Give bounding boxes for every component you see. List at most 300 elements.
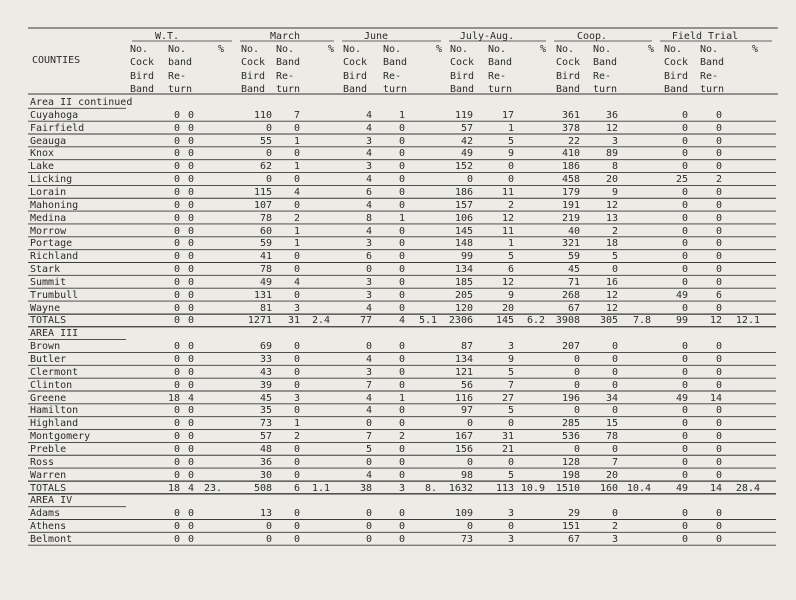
table-cell: 536 (561, 431, 580, 443)
section-heading: AREA III (30, 328, 79, 340)
column-subheader: No. (488, 44, 507, 55)
table-cell: 2 (293, 212, 300, 224)
table-cell: 5 (365, 443, 372, 455)
table-cell: 0 (398, 469, 405, 481)
table-cell: 0 (265, 533, 272, 545)
table-cell: 7 (507, 379, 514, 391)
table-cell: 0 (173, 533, 180, 545)
table-cell: 0 (398, 418, 405, 430)
table-cell: 3 (611, 135, 618, 147)
table-cell: 71 (567, 276, 580, 288)
table-cell: 49 (460, 148, 473, 160)
table-cell: 12 (605, 199, 618, 211)
column-subheader: Band (241, 83, 266, 95)
table-cell: 0 (398, 508, 405, 520)
county-name: Belmont (30, 533, 73, 545)
table-cell: 3 (507, 341, 514, 353)
table-cell: 0 (187, 508, 194, 520)
totals-cell: 38 (359, 482, 372, 494)
table-cell: 49 (259, 276, 272, 288)
table-cell: 134 (454, 354, 473, 365)
table-cell: 7 (611, 456, 618, 468)
table-cell: 3 (365, 366, 372, 378)
section-heading: Area II continued (30, 97, 133, 108)
table-cell: 0 (173, 212, 180, 224)
table-cell: 1 (293, 135, 300, 147)
county-name: Knox (30, 148, 55, 160)
table-cell: 5 (507, 405, 514, 417)
table-cell: 0 (715, 212, 722, 224)
table-cell: 1 (398, 212, 405, 224)
table-cell: 5 (507, 135, 514, 147)
county-name: Medina (30, 212, 67, 224)
table-cell: 0 (173, 289, 180, 301)
totals-cell: 12.1 (735, 315, 760, 327)
table-cell: 198 (561, 469, 580, 481)
table-cell: 152 (454, 161, 473, 173)
column-subheader: % (218, 44, 225, 55)
table-cell: 0 (681, 508, 688, 520)
table-cell: 0 (715, 109, 722, 121)
table-cell: 0 (398, 122, 405, 134)
table-cell: 1 (398, 109, 405, 121)
table-cell: 1 (293, 161, 300, 173)
county-name: Licking (30, 174, 73, 186)
table-cell: 0 (187, 225, 194, 237)
table-cell: 0 (173, 469, 180, 481)
table-cell: 5 (507, 366, 514, 378)
table-cell: 0 (398, 443, 405, 455)
table-cell: 0 (293, 469, 300, 481)
table-cell: 0 (715, 354, 722, 365)
totals-cell: 99 (675, 315, 688, 327)
table-cell: 7 (365, 379, 372, 391)
table-cell: 0 (265, 174, 272, 186)
table-cell: 134 (454, 264, 473, 276)
table-cell: 13 (605, 212, 618, 224)
table-cell: 3 (365, 238, 372, 250)
table-cell: 0 (681, 225, 688, 237)
table-cell: 13 (259, 508, 272, 520)
table-cell: 0 (173, 122, 180, 134)
table-cell: 42 (460, 135, 473, 147)
table-cell: 9 (507, 148, 514, 160)
table-cell: 0 (681, 533, 688, 545)
table-cell: 7 (365, 431, 372, 443)
table-cell: 0 (173, 161, 180, 173)
table-cell: 0 (187, 431, 194, 443)
table-cell: 0 (611, 264, 618, 276)
table-cell: 0 (507, 456, 514, 468)
table-cell: 0 (398, 366, 405, 378)
table-cell: 0 (681, 148, 688, 160)
table-cell: 0 (173, 456, 180, 468)
table-cell: 321 (561, 238, 580, 250)
table-cell: 0 (398, 521, 405, 533)
column-subheader: No. (343, 44, 362, 55)
table-cell: 0 (187, 366, 194, 378)
table-cell: 207 (561, 341, 580, 353)
column-subheader: % (752, 44, 759, 55)
totals-cell: 18 (167, 482, 180, 494)
table-cell: 69 (259, 341, 272, 353)
column-subheader: Band (343, 83, 368, 95)
table-cell: 0 (187, 264, 194, 276)
county-name: Portage (30, 238, 73, 250)
table-cell: 12 (605, 122, 618, 134)
table-cell: 0 (187, 354, 194, 365)
table-cell: 33 (259, 354, 272, 365)
table-cell: 151 (561, 521, 580, 533)
column-subheader: Band (450, 83, 475, 95)
table-cell: 107 (253, 199, 272, 211)
table-cell: 3 (293, 392, 300, 404)
column-subheader: Cock (343, 57, 368, 69)
table-cell: 20 (605, 469, 618, 481)
table-cell: 0 (466, 174, 473, 186)
totals-cell: 28.4 (735, 482, 760, 494)
table-cell: 0 (293, 199, 300, 211)
table-cell: 97 (460, 405, 473, 417)
county-name: Highland (30, 418, 79, 430)
county-name: Montgomery (30, 431, 91, 443)
column-subheader: Re- (700, 70, 719, 82)
table-cell: 0 (715, 366, 722, 378)
table-cell: 0 (681, 521, 688, 533)
table-cell: 157 (454, 199, 473, 211)
table-cell: 39 (259, 379, 272, 391)
table-cell: 0 (611, 354, 618, 365)
county-name: Stark (30, 264, 61, 276)
table-cell: 0 (466, 521, 473, 533)
table-cell: 0 (398, 148, 405, 160)
table-cell: 0 (681, 251, 688, 263)
table-cell: 4 (365, 122, 372, 134)
table-cell: 5 (507, 251, 514, 263)
table-cell: 0 (715, 379, 722, 391)
table-cell: 5 (507, 469, 514, 481)
table-cell: 0 (715, 341, 722, 353)
table-cell: 73 (460, 533, 473, 545)
table-cell: 15 (605, 418, 618, 430)
table-cell: 4 (365, 302, 372, 314)
column-subheader: No. (593, 44, 612, 55)
table-cell: 0 (173, 135, 180, 147)
table-cell: 2 (715, 174, 722, 186)
table-cell: 0 (611, 508, 618, 520)
table-cell: 0 (293, 264, 300, 276)
totals-cell: 49 (675, 482, 688, 494)
table-cell: 0 (173, 354, 180, 365)
table-cell: 0 (293, 148, 300, 160)
table-cell: 30 (259, 469, 272, 481)
table-cell: 2 (293, 431, 300, 443)
county-name: Greene (30, 392, 67, 404)
county-name: Athens (30, 521, 67, 533)
table-cell: 6 (365, 251, 372, 263)
column-subheader: % (328, 44, 335, 55)
table-cell: 7 (293, 109, 300, 121)
table-cell: 0 (293, 456, 300, 468)
table-cell: 0 (398, 456, 405, 468)
table-cell: 0 (187, 135, 194, 147)
table-cell: 36 (605, 109, 618, 121)
table-cell: 0 (293, 289, 300, 301)
table-cell: 18 (605, 238, 618, 250)
column-group-label: July-Aug. (459, 31, 515, 42)
county-name: Wayne (30, 302, 61, 314)
table-cell: 0 (293, 174, 300, 186)
table-cell: 0 (611, 379, 618, 391)
table-cell: 0 (173, 443, 180, 455)
table-cell: 0 (715, 122, 722, 134)
column-subheader: Re- (593, 70, 612, 82)
table-cell: 1 (398, 392, 405, 404)
column-subheader: Bird (130, 70, 155, 82)
table-cell: 0 (187, 174, 194, 186)
column-subheader: turn (168, 83, 193, 95)
table-cell: 0 (173, 366, 180, 378)
column-subheader: band (168, 57, 193, 69)
table-cell: 89 (605, 148, 618, 160)
table-cell: 109 (454, 508, 473, 520)
table-cell: 0 (187, 418, 194, 430)
table-cell: 0 (187, 341, 194, 353)
totals-cell: 305 (599, 315, 618, 327)
table-cell: 0 (187, 122, 194, 134)
county-name: Lake (30, 161, 55, 173)
table-cell: 0 (293, 341, 300, 353)
table-cell: 0 (573, 354, 580, 365)
table-cell: 268 (561, 289, 580, 301)
table-cell: 0 (365, 341, 372, 353)
table-cell: 0 (681, 302, 688, 314)
county-name: Clinton (30, 379, 73, 391)
column-subheader: turn (276, 83, 301, 95)
table-cell: 0 (187, 443, 194, 455)
table-cell: 0 (187, 405, 194, 417)
table-cell: 31 (501, 431, 514, 443)
table-cell: 116 (454, 392, 473, 404)
table-cell: 4 (365, 109, 372, 121)
table-cell: 0 (715, 533, 722, 545)
totals-cell: 8. (424, 482, 437, 494)
table-cell: 12 (501, 276, 514, 288)
table-cell: 0 (173, 508, 180, 520)
table-cell: 0 (611, 366, 618, 378)
table-cell: 0 (365, 508, 372, 520)
county-name: Warren (30, 469, 67, 481)
table-cell: 2 (611, 225, 618, 237)
table-cell: 29 (567, 508, 580, 520)
table-cell: 11 (501, 225, 514, 237)
table-cell: 0 (573, 405, 580, 417)
table-cell: 9 (611, 186, 618, 198)
column-subheader: Bird (664, 70, 689, 82)
table-cell: 0 (681, 276, 688, 288)
totals-label: TOTALS (30, 315, 67, 327)
totals-cell: 145 (495, 315, 514, 327)
table-cell: 73 (259, 418, 272, 430)
column-subheader: Cock (130, 57, 155, 69)
table-cell: 4 (365, 225, 372, 237)
table-cell: 0 (173, 431, 180, 443)
table-cell: 35 (259, 405, 272, 417)
column-group-label: W.T. (154, 31, 180, 42)
totals-cell: 1510 (555, 482, 580, 494)
table-cell: 0 (293, 443, 300, 455)
table-cell: 186 (454, 186, 473, 198)
county-name: Clermont (30, 366, 79, 378)
table-cell: 12 (501, 212, 514, 224)
table-cell: 0 (398, 302, 405, 314)
table-cell: 0 (715, 264, 722, 276)
table-cell: 0 (187, 289, 194, 301)
table-cell: 0 (715, 251, 722, 263)
table-cell: 0 (715, 135, 722, 147)
table-cell: 0 (715, 431, 722, 443)
table-cell: 0 (681, 379, 688, 391)
table-cell: 0 (715, 405, 722, 417)
table-cell: 0 (187, 521, 194, 533)
table-cell: 186 (561, 161, 580, 173)
table-cell: 0 (398, 354, 405, 365)
table-cell: 205 (454, 289, 473, 301)
table-cell: 2 (398, 431, 405, 443)
column-subheader: Bird (343, 70, 368, 82)
table-cell: 0 (173, 521, 180, 533)
table-cell: 1 (507, 238, 514, 250)
table-cell: 0 (398, 533, 405, 545)
totals-cell: 10.9 (520, 482, 545, 494)
table-cell: 3 (365, 276, 372, 288)
table-cell: 8 (365, 212, 372, 224)
table-cell: 36 (259, 456, 272, 468)
table-cell: 3 (507, 508, 514, 520)
column-subheader: Cock (241, 57, 266, 69)
column-subheader: Band (556, 83, 581, 95)
column-subheader: Band (276, 57, 301, 69)
table-cell: 5 (611, 251, 618, 263)
table-cell: 0 (573, 379, 580, 391)
totals-cell: 2306 (448, 315, 473, 327)
totals-label: TOTALS (30, 482, 67, 494)
table-cell: 0 (715, 418, 722, 430)
totals-cell: 1.1 (311, 482, 330, 494)
table-cell: 0 (507, 521, 514, 533)
table-cell: 0 (187, 533, 194, 545)
table-cell: 0 (681, 264, 688, 276)
table-cell: 185 (454, 276, 473, 288)
table-cell: 0 (187, 212, 194, 224)
table-cell: 0 (398, 341, 405, 353)
table-cell: 0 (573, 443, 580, 455)
table-cell: 0 (187, 186, 194, 198)
table-cell: 0 (173, 174, 180, 186)
table-cell: 128 (561, 456, 580, 468)
table-cell: 285 (561, 418, 580, 430)
table-cell: 48 (259, 443, 272, 455)
table-cell: 0 (173, 302, 180, 314)
county-name: Cuyahoga (30, 109, 79, 121)
totals-cell: 1632 (448, 482, 473, 494)
table-cell: 99 (460, 251, 473, 263)
column-subheader: No. (556, 44, 575, 55)
table-cell: 148 (454, 238, 473, 250)
table-cell: 120 (454, 302, 473, 314)
table-cell: 9 (507, 289, 514, 301)
table-cell: 0 (681, 238, 688, 250)
table-cell: 0 (715, 199, 722, 211)
totals-cell: 160 (599, 482, 618, 494)
table-cell: 0 (681, 418, 688, 430)
table-cell: 56 (460, 379, 473, 391)
table-cell: 0 (715, 148, 722, 160)
table-cell: 0 (187, 276, 194, 288)
table-cell: 41 (259, 251, 272, 263)
table-cell: 0 (173, 186, 180, 198)
table-cell: 0 (681, 199, 688, 211)
county-name: Morrow (30, 225, 67, 237)
table-cell: 59 (567, 251, 580, 263)
table-cell: 0 (398, 161, 405, 173)
table-cell: 0 (398, 174, 405, 186)
table-cell: 6 (365, 186, 372, 198)
table-cell: 3 (507, 533, 514, 545)
table-cell: 0 (715, 238, 722, 250)
county-name: Adams (30, 508, 61, 520)
table-cell: 378 (561, 122, 580, 134)
column-subheader: Re- (276, 70, 295, 82)
table-cell: 0 (173, 341, 180, 353)
table-cell: 0 (681, 122, 688, 134)
table-cell: 106 (454, 212, 473, 224)
table-cell: 0 (398, 264, 405, 276)
table-cell: 0 (507, 161, 514, 173)
table-cell: 0 (681, 341, 688, 353)
table-cell: 0 (398, 199, 405, 211)
county-name: Geauga (30, 135, 67, 147)
column-subheader: No. (664, 44, 683, 55)
table-cell: 0 (173, 251, 180, 263)
column-subheader: % (540, 44, 547, 55)
table-cell: 0 (681, 186, 688, 198)
table-cell: 49 (675, 392, 688, 404)
table-cell: 43 (259, 366, 272, 378)
table-cell: 0 (173, 148, 180, 160)
table-cell: 0 (265, 521, 272, 533)
totals-cell: 12 (709, 315, 722, 327)
totals-cell: 3908 (555, 315, 580, 327)
table-cell: 0 (398, 251, 405, 263)
table-cell: 1 (293, 238, 300, 250)
table-cell: 3 (365, 161, 372, 173)
table-cell: 45 (567, 264, 580, 276)
table-cell: 20 (501, 302, 514, 314)
table-cell: 34 (605, 392, 618, 404)
table-cell: 0 (173, 379, 180, 391)
table-cell: 3 (365, 135, 372, 147)
table-cell: 4 (293, 276, 300, 288)
table-cell: 131 (253, 289, 272, 301)
table-cell: 219 (561, 212, 580, 224)
table-cell: 55 (259, 135, 272, 147)
table-cell: 6 (715, 289, 722, 301)
table-cell: 0 (293, 251, 300, 263)
column-subheader: Cock (664, 57, 689, 69)
table-cell: 20 (605, 174, 618, 186)
counties-header: COUNTIES (32, 55, 81, 66)
